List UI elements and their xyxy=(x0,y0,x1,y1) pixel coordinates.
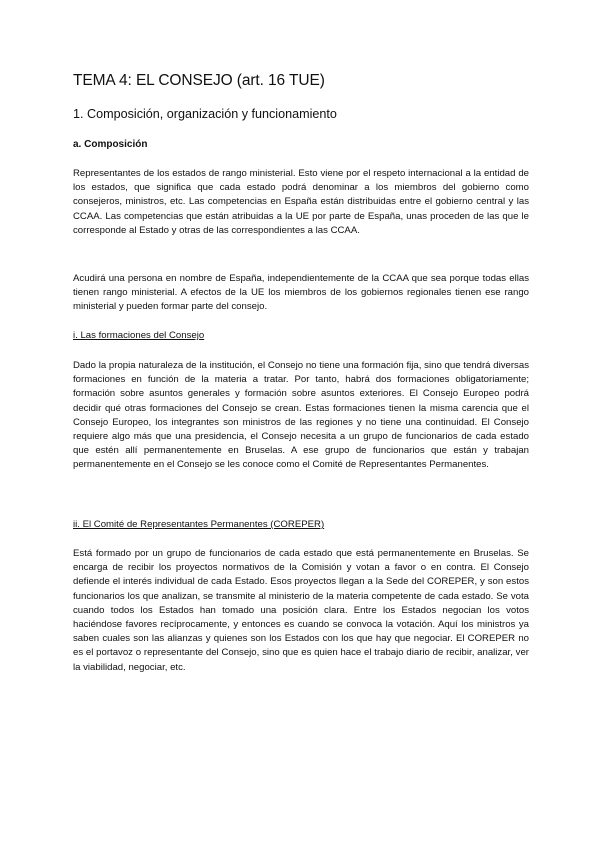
paragraph-formaciones: Dado la propia naturaleza de la institución, el Consejo no tiene una formación fija, sino que tendrá diversas formaciones en función de la materia a tratar. Por tanto, habrá dos formaciones obligatoriamente; formación sobre asuntos generales y formación sobre asuntos exteriores. El Consejo Europeo podrá decidir qué otras formaciones del Consejo se crean. Estas formaciones tienen la misma carencia que el Consejo Europeo, los integrantes son ministros de las regiones y no tiene una continuidad. El Consejo requiere algo más que una presidencia, el Consejo necesita a un grupo de funcionarios de cada estado que estén allí permanentemente en Bruselas. A ese grupo de funcionarios que están y trabajan permanentemente en el Consejo se les conoce como el Comité de Representantes Permanentes. xyxy=(73,360,529,471)
paragraph-coreper: Está formado por un grupo de funcionarios de cada estado que está permanentemente en Bruselas. Se encarga de recibir los proyectos normativos de la Comisión y votan a favor o en contra. El Consejo defiende el interés individual de cada Estado. Esos proyectos llegan a la Sede del COREPER, y son estos funcionarios los que analizan, se transmite al ministerio de la materia competente de cada estado. Se vota cuando todos los Estados han tomado una posición clara. Entre los Estados negocian los votos haciéndose favores recíprocamente, y entonces es cuando se convoca la votación. Aquí los ministros ya saben cuales son las alianzas y quienes son los Estados con los que hay que negociar. El COREPER no es el portavoz o representante del Consejo, sino que es quien hace el trabajo diario de recibir, analizar, ver la viabilidad, negociar, etc. xyxy=(73,548,529,673)
page-title: TEMA 4: EL CONSEJO (art. 16 TUE) xyxy=(73,72,325,89)
paragraph-representantes: Representantes de los estados de rango ministerial. Esto viene por el respeto internacional a la entidad de los estados, que significa que cada estado podrá denominar a los miembros del gobierno como consejeros, ministros, etc. Las competencias en España están distribuidas entre el gobierno central y las CCAA. Las competencias que están atribuidas a la UE por parte de España, unas proceden de las que le corresponde al Estado y otras de las correspondientes a las CCAA. xyxy=(73,168,529,236)
heading-coreper: ii. El Comité de Representantes Permanentes (COREPER) xyxy=(73,519,325,530)
paragraph-acudira: Acudirá una persona en nombre de España, independientemente de la CCAA que sea porque todas ellas tienen rango ministerial. A efectos de la UE los miembros de los gobiernos regionales tienen ese rango ministerial y pueden formar parte del consejo. xyxy=(73,273,529,313)
heading-formaciones-consejo: i. Las formaciones del Consejo xyxy=(73,330,205,341)
subsection-heading-composicion: a. Composición xyxy=(73,139,148,150)
section-heading: 1. Composición, organización y funcionamiento xyxy=(73,107,337,121)
